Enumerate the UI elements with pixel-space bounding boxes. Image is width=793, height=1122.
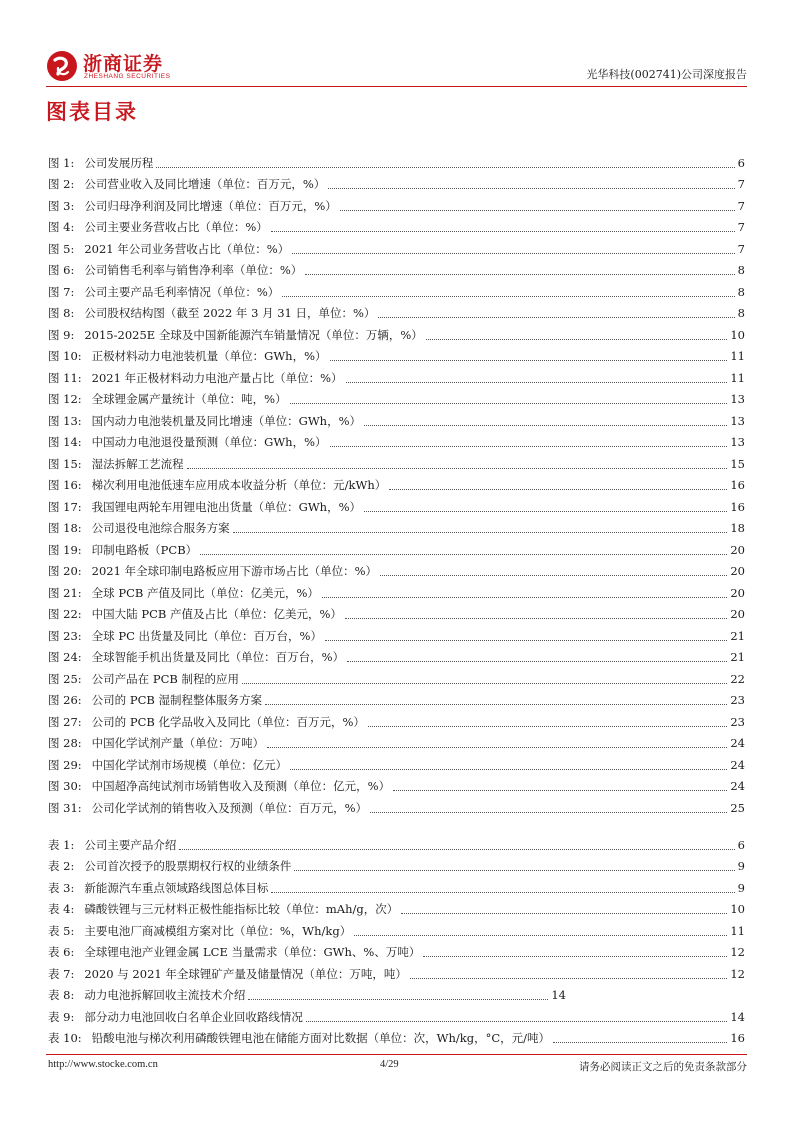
figure-page: 20 (730, 607, 745, 621)
figure-entry[interactable] (48, 407, 745, 429)
figure-title: 2021 年公司业务营收占比（单位：%） (84, 241, 290, 256)
figure-title: 公司化学试剂的销售收入及预测（单位：百万元，%） (91, 800, 368, 815)
dot-leader (233, 532, 728, 533)
figure-page: 8 (737, 306, 745, 320)
dot-leader (242, 683, 727, 684)
figure-number: 图 4: (48, 220, 75, 234)
figure-title: 公司退役电池综合服务方案 (91, 521, 230, 535)
dot-leader (330, 446, 728, 447)
figure-list (48, 149, 745, 816)
figure-entry[interactable] (48, 321, 745, 343)
figure-number: 图 20: (48, 564, 82, 578)
figure-entry[interactable] (48, 730, 745, 752)
figure-page: 11 (730, 370, 745, 385)
figure-entry[interactable] (48, 708, 745, 730)
figure-number: 图 10: (48, 349, 82, 363)
dot-leader (426, 339, 728, 340)
table-page: 16 (730, 1031, 745, 1045)
figure-number: 图 1: (48, 155, 75, 170)
dot-leader (294, 870, 734, 871)
figure-entry[interactable] (48, 794, 745, 816)
figure-title: 公司股权结构图（截至 2022 年 3 月 31 日，单位：%） (84, 306, 376, 320)
figure-page: 7 (737, 220, 745, 234)
dot-leader (370, 812, 727, 813)
dot-leader (393, 790, 727, 791)
figure-title: 中国化学试剂市场规模（单位：亿元） (91, 757, 288, 772)
figure-entry[interactable] (48, 343, 745, 365)
figure-page: 21 (730, 628, 745, 643)
figure-page: 7 (737, 241, 745, 256)
table-page: 9 (737, 880, 745, 895)
figure-number: 图 22: (48, 607, 82, 621)
table-number: 表 9: (48, 1009, 75, 1024)
figure-entry[interactable] (48, 214, 745, 236)
table-title: 新能源汽车重点领域路线图总体目标 (84, 880, 269, 895)
figure-page: 20 (730, 585, 745, 600)
table-number: 表 8: (48, 988, 75, 1002)
figure-number: 图 24: (48, 650, 82, 664)
dot-leader (290, 769, 727, 770)
table-page: 9 (737, 859, 745, 873)
table-entry[interactable] (48, 874, 745, 896)
figure-title: 中国动力电池退役量预测（单位：GWh，%） (91, 435, 327, 449)
figure-entry[interactable] (48, 751, 745, 773)
table-number: 表 10: (48, 1031, 82, 1045)
figure-title: 全球智能手机出货量及同比（单位：百万台，%） (91, 650, 345, 664)
table-title: 公司首次授予的股票期权行权的业绩条件 (84, 859, 292, 873)
figure-number: 图 16: (48, 478, 82, 492)
dot-leader (347, 661, 727, 662)
figure-entry[interactable] (48, 192, 745, 214)
table-number: 表 1: (48, 837, 75, 852)
figure-entry[interactable] (48, 257, 745, 279)
figure-number: 图 15: (48, 456, 82, 471)
dot-leader (325, 640, 727, 641)
figure-number: 图 6: (48, 263, 75, 277)
figure-page: 16 (730, 478, 745, 492)
figure-page: 22 (730, 671, 745, 686)
figure-number: 图 2: (48, 177, 75, 191)
figure-page: 21 (730, 650, 745, 664)
figure-entry[interactable] (48, 386, 745, 408)
figure-number: 图 8: (48, 306, 75, 320)
logo-text-en: ZHESHANG SECURITIES (84, 73, 171, 80)
dot-leader (364, 511, 727, 512)
figure-title: 全球锂金属产量统计（单位：吨，%） (91, 392, 287, 406)
figure-title: 公司销售毛利率与销售净利率（单位：%） (84, 263, 303, 277)
figure-number: 图 5: (48, 241, 75, 256)
dot-leader (345, 618, 727, 619)
figure-title: 2021 年正极材料动力电池产量占比（单位：%） (91, 370, 343, 385)
footer-page-number: 4/29 (380, 1059, 399, 1070)
dot-leader (271, 892, 734, 893)
figure-number: 图 3: (48, 198, 75, 213)
figure-number: 图 27: (48, 714, 82, 729)
table-entry[interactable] (48, 982, 745, 1004)
zheshang-logo-icon (46, 50, 78, 82)
table-page: 12 (730, 945, 745, 959)
table-number: 表 5: (48, 923, 75, 938)
table-title: 主要电池厂商减模组方案对比（单位：%，Wh/kg） (84, 923, 352, 938)
dot-leader (346, 382, 728, 383)
figure-title: 湿法拆解工艺流程 (91, 456, 184, 471)
figure-number: 图 18: (48, 521, 82, 535)
report-info: 光华科技(002741)公司深度报告 (586, 68, 747, 81)
table-entry[interactable] (48, 917, 745, 939)
figure-page: 13 (730, 435, 745, 449)
figure-title: 全球 PC 出货量及同比（单位：百万台，%） (91, 628, 322, 643)
figure-page: 13 (730, 392, 745, 406)
figure-title: 中国化学试剂产量（单位：万吨） (91, 736, 265, 750)
figure-entry[interactable] (48, 278, 745, 300)
logo-text-cn: 浙商证券 (83, 53, 164, 75)
dot-leader (248, 999, 548, 1000)
figure-title: 中国超净高纯试剂市场销售收入及预测（单位：亿元，%） (91, 779, 391, 793)
figure-title: 2021 年全球印制电路板应用下游市场占比（单位：%） (91, 564, 378, 578)
dot-leader (401, 913, 727, 914)
table-title: 磷酸铁锂与三元材料正极性能指标比较（单位：mAh/g，次） (84, 902, 399, 916)
table-title: 部分动力电池回收白名单企业回收路线情况 (84, 1009, 303, 1024)
dot-leader (553, 1042, 727, 1043)
figure-number: 图 29: (48, 757, 82, 772)
figure-page: 7 (737, 198, 745, 213)
table-title: 动力电池拆解回收主流技术介绍 (84, 988, 246, 1002)
dot-leader (305, 274, 734, 275)
figure-title: 2015-2025E 全球及中国新能源汽车销量情况（单位：万辆，%） (84, 327, 423, 342)
figure-title: 公司产品在 PCB 制程的应用 (91, 671, 239, 686)
dot-leader (389, 489, 727, 490)
table-entry[interactable] (48, 960, 745, 982)
figure-entry[interactable] (48, 149, 745, 171)
header-divider (46, 86, 747, 87)
table-title: 2020 与 2021 年全球锂矿产量及储量情况（单位：万吨，吨） (84, 966, 407, 981)
footer-disclaimer: 请务必阅读正文之后的免责条款部分 (579, 1061, 747, 1073)
footer-website-link[interactable]: http://www.stocke.com.cn (48, 1059, 158, 1070)
dot-leader (271, 231, 735, 232)
table-entry[interactable] (48, 896, 745, 918)
figure-page: 8 (737, 284, 745, 299)
figure-entry[interactable] (48, 300, 745, 322)
table-page: 6 (737, 837, 745, 852)
dot-leader (282, 296, 734, 297)
figure-page: 24 (730, 779, 745, 793)
figure-number: 图 30: (48, 779, 82, 793)
figure-page: 7 (737, 177, 745, 191)
figure-title: 公司的 PCB 化学品收入及同比（单位：百万元，%） (91, 714, 365, 729)
table-page: 12 (730, 966, 745, 981)
table-title: 全球锂电池产业锂金属 LCE 当量需求（单位：GWh、%、万吨） (84, 945, 421, 959)
dot-leader (410, 978, 728, 979)
table-entry[interactable] (48, 853, 745, 875)
figure-page: 13 (730, 413, 745, 428)
dot-leader (187, 468, 728, 469)
figure-entry[interactable] (48, 579, 745, 601)
dot-leader (267, 747, 727, 748)
dot-leader (292, 253, 734, 254)
dot-leader (306, 1021, 728, 1022)
dot-leader (423, 956, 727, 957)
dot-leader (380, 575, 727, 576)
dot-leader (328, 188, 734, 189)
figure-title: 公司主要业务营收占比（单位：%） (84, 220, 268, 234)
figure-title: 公司的 PCB 湿制程整体服务方案 (91, 693, 262, 707)
dot-leader (322, 597, 727, 598)
table-entry[interactable] (48, 1025, 745, 1047)
dot-leader (200, 554, 727, 555)
footer-divider (46, 1054, 747, 1055)
figure-page: 20 (730, 564, 745, 578)
figure-entry[interactable] (48, 536, 745, 558)
figure-entry[interactable] (48, 171, 745, 193)
figure-page: 18 (730, 521, 745, 535)
table-entry[interactable] (48, 1003, 745, 1025)
figure-number: 图 11: (48, 370, 82, 385)
figure-title: 梯次利用电池低速车应用成本收益分析（单位：元/kWh） (91, 478, 387, 492)
figure-entry[interactable] (48, 687, 745, 709)
figure-title: 我国锂电两轮车用锂电池出货量（单位：GWh，%） (91, 499, 362, 514)
figure-entry[interactable] (48, 364, 745, 386)
figure-number: 图 17: (48, 499, 82, 514)
figure-page: 24 (730, 736, 745, 750)
figure-page: 25 (730, 800, 745, 815)
dot-leader (290, 403, 728, 404)
table-number: 表 2: (48, 859, 75, 873)
figure-page: 23 (730, 693, 745, 707)
figure-page: 10 (730, 327, 745, 342)
figure-title: 公司发展历程 (84, 155, 154, 170)
figure-entry[interactable] (48, 558, 745, 580)
table-page: 10 (730, 902, 745, 916)
figure-number: 图 25: (48, 671, 82, 686)
table-number: 表 4: (48, 902, 75, 916)
dot-leader (156, 167, 734, 168)
table-page: 11 (730, 923, 745, 938)
dot-leader (368, 726, 727, 727)
table-list (48, 831, 745, 1046)
dot-leader (378, 317, 734, 318)
figure-number: 图 9: (48, 327, 75, 342)
figure-number: 图 21: (48, 585, 82, 600)
dot-leader (364, 425, 727, 426)
figure-title: 国内动力电池装机量及同比增速（单位：GWh，%） (91, 413, 362, 428)
table-number: 表 3: (48, 880, 75, 895)
figure-number: 图 31: (48, 800, 82, 815)
figure-number: 图 7: (48, 284, 75, 299)
figure-number: 图 19: (48, 542, 82, 557)
figure-entry[interactable] (48, 493, 745, 515)
page-header (46, 48, 747, 84)
table-page: 14 (730, 1009, 745, 1024)
table-number: 表 6: (48, 945, 75, 959)
figure-page: 6 (737, 155, 745, 170)
figure-number: 图 23: (48, 628, 82, 643)
dot-leader (340, 210, 735, 211)
table-title: 铅酸电池与梯次利用磷酸铁锂电池在储能方面对比数据（单位：次，Wh/kg，°C，元/吨） (91, 1031, 551, 1045)
table-page: 14 (551, 988, 566, 1002)
figure-number: 图 14: (48, 435, 82, 449)
figure-entry[interactable] (48, 450, 745, 472)
figure-title: 印制电路板（PCB） (91, 542, 198, 557)
figure-entry[interactable] (48, 601, 745, 623)
figure-page: 8 (737, 263, 745, 277)
table-title: 公司主要产品介绍 (84, 837, 177, 852)
figure-page: 15 (730, 456, 745, 471)
figure-number: 图 28: (48, 736, 82, 750)
figure-entry[interactable] (48, 665, 745, 687)
figure-entry[interactable] (48, 773, 745, 795)
figure-number: 图 13: (48, 413, 82, 428)
figure-entry[interactable] (48, 644, 745, 666)
figure-entry[interactable] (48, 472, 745, 494)
table-entry[interactable] (48, 831, 745, 853)
figure-number: 图 26: (48, 693, 82, 707)
figure-page: 20 (730, 542, 745, 557)
dot-leader (330, 360, 728, 361)
figure-title: 全球 PCB 产值及同比（单位：亿美元，%） (91, 585, 319, 600)
figure-page: 16 (730, 499, 745, 514)
figure-page: 11 (730, 349, 745, 363)
dot-leader (179, 849, 734, 850)
figure-entry[interactable] (48, 515, 745, 537)
dot-leader (265, 704, 727, 705)
figure-number: 图 12: (48, 392, 82, 406)
figure-title: 公司营业收入及同比增速（单位：百万元，%） (84, 177, 326, 191)
table-entry[interactable] (48, 939, 745, 961)
figure-entry[interactable] (48, 429, 745, 451)
figure-entry[interactable] (48, 622, 745, 644)
table-number: 表 7: (48, 966, 75, 981)
figure-entry[interactable] (48, 235, 745, 257)
figure-title: 公司归母净利润及同比增速（单位：百万元，%） (84, 198, 337, 213)
dot-leader (354, 935, 727, 936)
figure-page: 24 (730, 757, 745, 772)
figure-title: 正极材料动力电池装机量（单位：GWh，%） (91, 349, 327, 363)
figure-title: 公司主要产品毛利率情况（单位：%） (84, 284, 280, 299)
figure-title: 中国大陆 PCB 产值及占比（单位：亿美元，%） (91, 607, 342, 621)
page-title: 图表目录 (46, 100, 138, 124)
figure-page: 23 (730, 714, 745, 729)
